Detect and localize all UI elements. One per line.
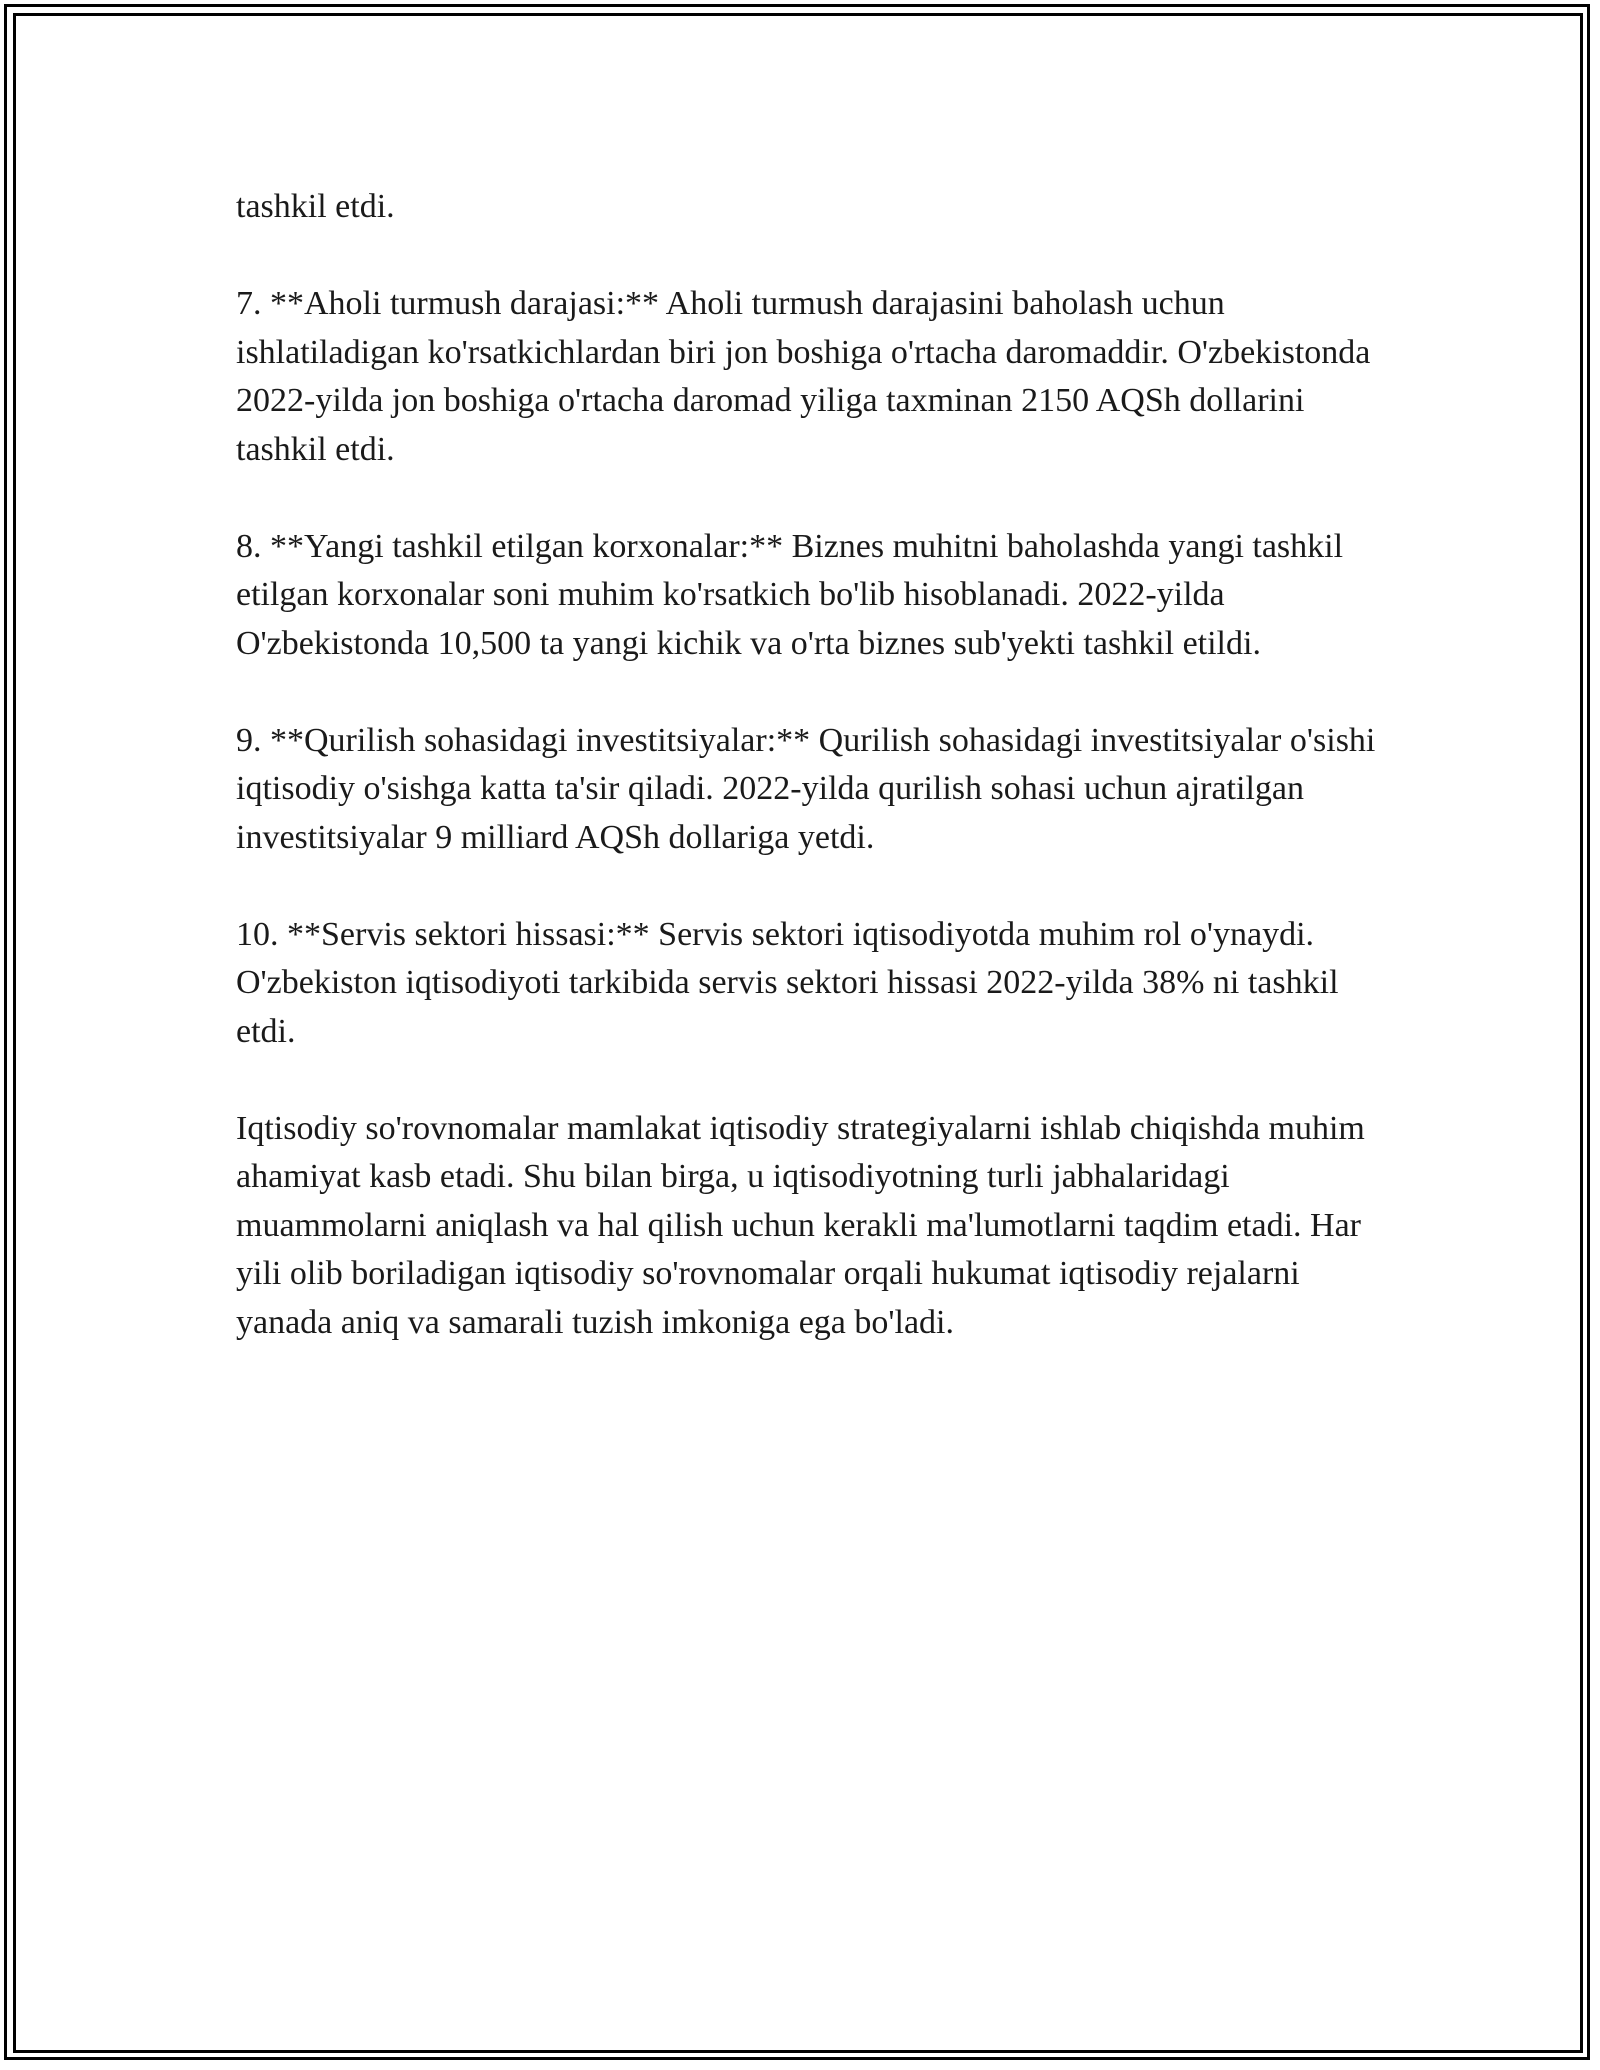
paragraph-item-8: 8. **Yangi tashkil etilgan korxonalar:** Biznes muhitni baholashda yangi tashkil etilgan korxonalar soni muhim ko'rsatkich bo'lib hisoblanadi. 2022-yilda O'zbekistonda 10,500 ta yangi kichik va o'rta biznes sub'yekti tashkil etildi. xyxy=(236,527,1344,662)
paragraph-item-9: 9. **Qurilish sohasidagi investitsiyalar:** Qurilish sohasidagi investitsiyalar o'sishi iqtisodiy o'sishga katta ta'sir qiladi. 2022-yilda qurilish sohasi uchun ajratilgan investitsiyalar 9 milliard AQSh dollariga yetdi. xyxy=(236,721,1376,856)
paragraph-conclusion: Iqtisodiy so'rovnomalar mamlakat iqtisodiy strategiyalarni ishlab chiqishda muhim ahamiyat kasb etadi. Shu bilan birga, u iqtisodiyotning turli jabhalaridagi muammolarni aniqlash va hal qilish uchun kerakli ma'lumotlarni taqdim etadi. Har yili olib boriladigan iqtisodiy so'rovnomalar orqali hukumat iqtisodiy rejalarni yanada aniq va samarali tuzish imkoniga ega bo'ladi. xyxy=(236,1109,1365,1341)
paragraph-item-10: 10. **Servis sektori hissasi:** Servis sektori iqtisodiyotda muhim rol o'ynaydi. O'zbekiston iqtisodiyoti tarkibida servis sektori hissasi 2022-yilda 38% ni tashkil etdi. xyxy=(236,915,1339,1050)
paragraph-item-7: 7. **Aholi turmush darajasi:** Aholi turmush darajasini baholash uchun ishlatiladigan ko'rsatkichlardan biri jon boshiga o'rtacha daromaddir. O'zbekistonda 2022-yilda jon boshiga o'rtacha daromad yiliga taxminan 2150 AQSh dollarini tashkil etdi. xyxy=(236,285,1371,468)
document-body xyxy=(236,183,1386,1396)
paragraph-continuation: tashkil etdi. xyxy=(236,188,395,225)
